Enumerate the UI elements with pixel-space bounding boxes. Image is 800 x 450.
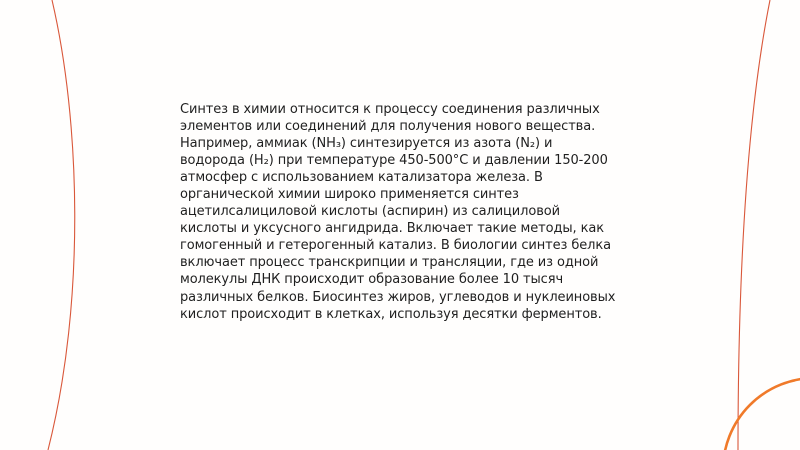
paragraph-line: органической химии широко применяется синтез bbox=[180, 187, 519, 203]
paragraph-line: гомогенный и гетерогенный катализ. В биологии синтез белка bbox=[180, 238, 612, 254]
paragraph-line: кислоты и уксусного ангидрида. Включает такие методы, как bbox=[180, 221, 604, 237]
body-paragraph bbox=[180, 101, 630, 323]
paragraph-line: ацетилсалициловой кислоты (аспирин) из салициловой bbox=[180, 204, 560, 220]
orange-circle-arc bbox=[723, 378, 800, 450]
paragraph-line: элементов или соединений для получения нового вещества. bbox=[180, 119, 596, 135]
paragraph-line: различных белков. Биосинтез жиров, углеводов и нуклеиновых bbox=[180, 289, 616, 305]
paragraph-line: атмосфер с использованием катализатора железа. В bbox=[180, 170, 543, 186]
paragraph-line: молекулы ДНК происходит образование более 10 тысяч bbox=[180, 272, 564, 288]
right-curve-line bbox=[738, 0, 770, 450]
paragraph-line: Синтез в химии относится к процессу соединения различных bbox=[180, 102, 600, 117]
paragraph-line: водорода (H₂) при температуре 450-500°C и давлении 150-200 bbox=[180, 153, 608, 169]
paragraph-line: включает процесс транскрипции и трансляции, где из одной bbox=[180, 255, 599, 271]
paragraph-line: Например, аммиак (NH₃) синтезируется из азота (N₂) и bbox=[180, 136, 553, 152]
left-curve-line bbox=[48, 0, 75, 450]
paragraph-line: кислот происходит в клетках, используя десятки ферментов. bbox=[180, 306, 602, 322]
